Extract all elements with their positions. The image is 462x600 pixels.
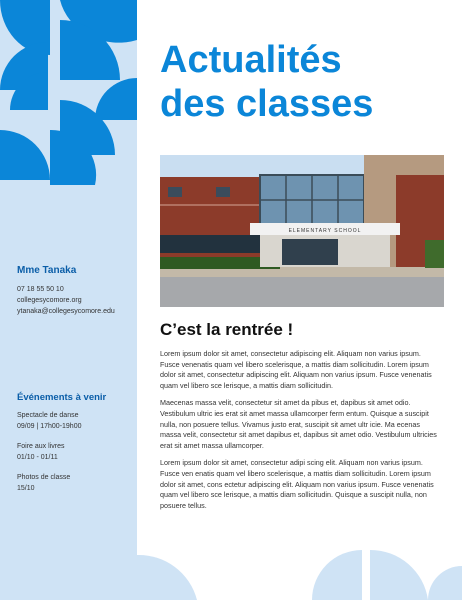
decorative-shapes-top [0,0,137,190]
event-item [17,441,135,463]
events-heading: Événements à venir [17,392,107,403]
article-paragraph: Lorem ipsum dolor sit amet, consectetur adipi scing elit. Aliquam non varius ipsum. Fusce ven enatis quam vel libero scelerisque, a mattis diam sollicitudin. Lorem ipsum dolor sit amet, cons ectetur adipiscing elit. Aliquam non varius ipsum. Fusce venenatis quam vel libero sce lerisque, a mattis diam sollicitudin. Quisque a suscipit nulla, non posuere tellus. [160,458,434,510]
school-sign: ELEMENTARY SCHOOL [288,228,362,234]
event-name: Spectacle de danse [17,412,79,419]
event-date: 09/09 | 17h00-19h00 [17,423,82,430]
website-link[interactable]: collegesycomore.org [17,297,82,304]
phone-number: 07 18 55 50 10 [17,286,64,293]
teacher-name: Mme Tanaka [17,265,77,276]
event-item [17,410,135,432]
event-name: Foire aux livres [17,443,65,450]
title-line-2: des classes [160,83,374,125]
article-title: C’est la rentrée ! [160,320,294,339]
sidebar [0,0,137,600]
event-name: Photos de classe [17,474,71,481]
school-building-photo [160,155,444,307]
event-item [17,472,135,494]
event-date: 01/10 - 01/11 [17,454,58,461]
title-line-1: Actualités [160,39,342,81]
page-title [160,38,450,126]
contact-block [17,265,135,317]
article-body [160,349,438,518]
article-paragraph: Maecenas massa velit, consectetur sit amet da pibus et, dapibus sit amet odio. Vestibulum ultric ies erat sit amet massa ullamcorper ferm entum. Quisque a suscipit nulla, non posuere tellus. Vivamus justo erat, suscipit sit amet ultr icie. Ma ecenas massa velit, consectetur sit amet dapibus et, dapibus sit amet odio. Vestibulum ultricies erat sit amet massa ullamcorper. [160,398,437,450]
email-link[interactable]: ytanaka@collegesycomore.edu [17,308,115,315]
event-date: 15/10 [17,485,35,492]
events-block [17,392,135,503]
article-paragraph: Lorem ipsum dolor sit amet, consectetur adipiscing elit. Aliquam non varius ipsum. Fusce venenatis quam vel libero scelerisque, a mattis diam sollicitudin. Lorem ipsum dolor sit amet, consectetur adipiscing elit. Aliquam non varius ipsum. Fusce venenatis quam vel libero sce lerisque, a mattis diam sollicitudin. [160,349,432,390]
